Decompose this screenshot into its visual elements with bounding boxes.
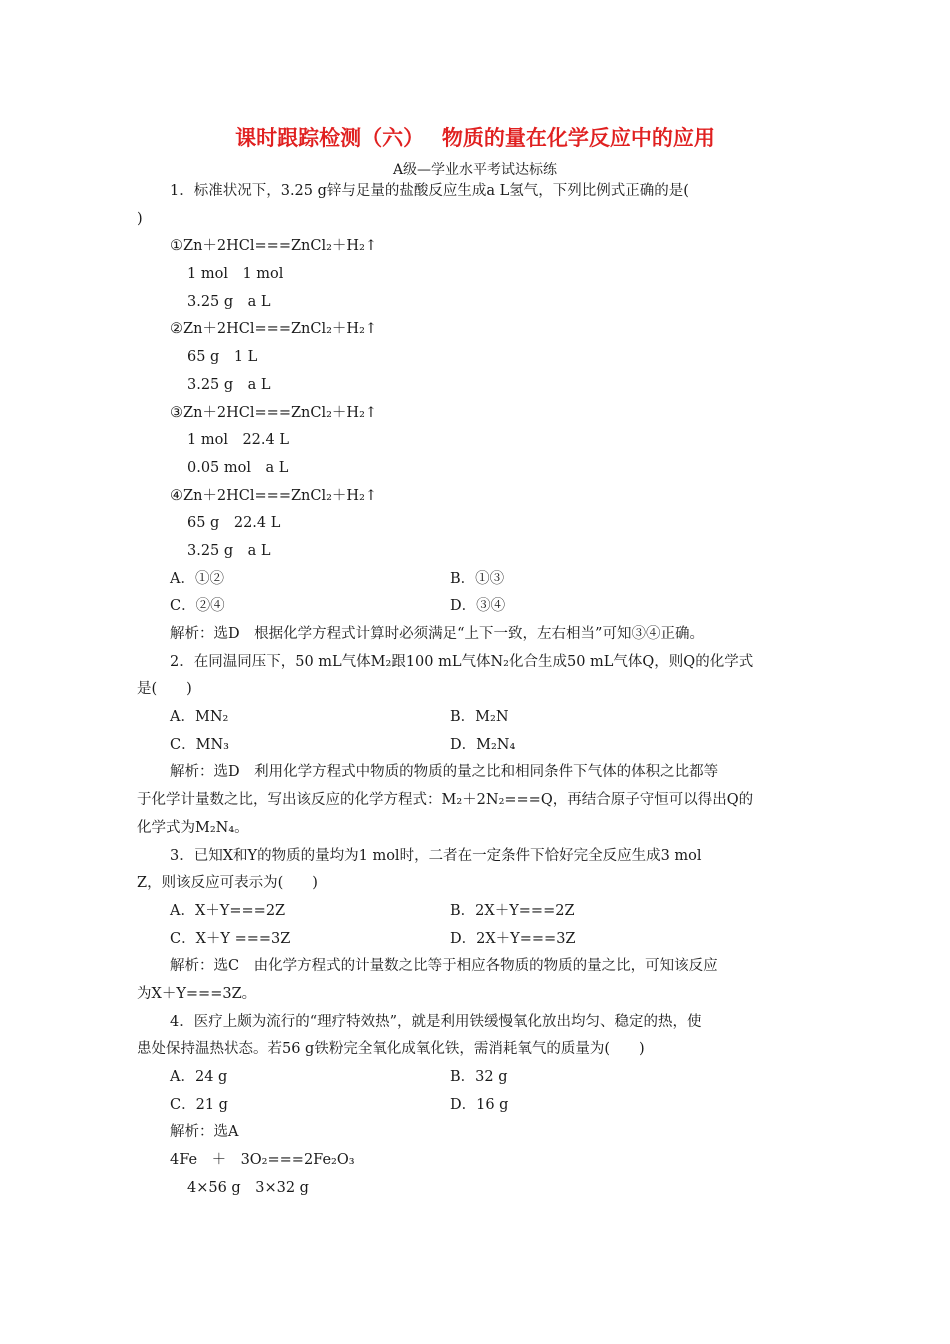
q3-stem: 3．已知X和Y的物质的量均为1 mol时，二者在一定条件下恰好完全反应生成3 mol — [170, 847, 702, 864]
q3-stem-cont: Z，则该反应可表示为( ) — [137, 875, 318, 892]
q3-option-c: C．X＋Y ===3Z — [170, 930, 291, 947]
q2-stem-cont: 是( ) — [137, 681, 192, 698]
q4-option-d: D．16 g — [450, 1096, 509, 1113]
q1-option-b: B．①③ — [450, 570, 505, 587]
q4-analysis: 解析：选A — [170, 1124, 239, 1141]
q2-option-b: B．M₂N — [450, 709, 509, 726]
q1-option-c: C．②④ — [170, 598, 225, 615]
q1-stem-cont: ) — [137, 210, 143, 227]
q3-analysis-cont: 为X＋Y===3Z。 — [137, 985, 257, 1002]
q4-options-row1 — [137, 1064, 817, 1092]
q1-eq4-row1: 65 g 22.4 L — [187, 515, 281, 532]
q2-stem: 2．在同温同压下，50 mL气体M₂跟100 mL气体N₂化合生成50 mL气体Q，则Q的化学式 — [170, 653, 754, 670]
q1-eq4-row2: 3.25 g a L — [187, 542, 271, 559]
section-subtitle: A级—学业水平考试达标练 — [392, 162, 558, 178]
q1-option-a: A．①② — [170, 570, 224, 587]
q1-eq2-row1: 65 g 1 L — [187, 349, 258, 366]
q2-analysis-cont2: 化学式为M₂N₄。 — [137, 819, 249, 836]
q3-options-row2 — [137, 926, 817, 954]
q2-analysis: 解析：选D 利用化学方程式中物质的物质的量之比和相同条件下气体的体积之比都等 — [170, 764, 719, 781]
q1-eq3: ③Zn＋2HCl===ZnCl₂＋H₂↑ — [170, 404, 378, 421]
q3-option-d: D．2X＋Y===3Z — [450, 930, 576, 947]
q2-analysis-cont: 于化学计量数之比，写出该反应的化学方程式：M₂＋2N₂===Q，再结合原子守恒可以得出Q的 — [137, 792, 754, 809]
q4-stem: 4．医疗上颇为流行的“理疗特效热”，就是利用铁缓慢氧化放出均匀、稳定的热，使 — [170, 1013, 702, 1030]
q1-eq3-row2: 0.05 mol a L — [187, 459, 289, 476]
q4-equation-row1: 4×56 g 3×32 g — [187, 1179, 309, 1196]
q3-analysis: 解析：选C 由化学方程式的计量数之比等于相应各物质的物质的量之比，可知该反应 — [170, 958, 718, 975]
q2-options-row2 — [137, 732, 817, 760]
q3-option-b: B．2X＋Y===2Z — [450, 902, 575, 919]
q1-options-row1 — [137, 566, 817, 594]
q1-eq1: ①Zn＋2HCl===ZnCl₂＋H₂↑ — [170, 238, 378, 255]
q1-analysis: 解析：选D 根据化学方程式计算时必须满足“上下一致，左右相当”可知③④正确。 — [170, 626, 704, 642]
q1-eq3-row1: 1 mol 22.4 L — [187, 432, 289, 449]
q4-options-row2 — [137, 1092, 817, 1120]
q3-options-row1 — [137, 898, 817, 926]
q1-eq4: ④Zn＋2HCl===ZnCl₂＋H₂↑ — [170, 487, 378, 504]
q1-eq1-row1: 1 mol 1 mol — [187, 266, 284, 283]
q4-equation: 4Fe ＋ 3O₂===2Fe₂O₃ — [170, 1152, 355, 1169]
q2-option-a: A．MN₂ — [170, 709, 229, 726]
q4-option-b: B．32 g — [450, 1069, 508, 1085]
q1-eq2: ②Zn＋2HCl===ZnCl₂＋H₂↑ — [170, 321, 378, 338]
q1-eq1-row2: 3.25 g a L — [187, 293, 271, 310]
q4-stem-cont: 患处保持温热状态。若56 g铁粉完全氧化成氧化铁，需消耗氧气的质量为( ) — [137, 1041, 645, 1058]
q4-option-c: C．21 g — [170, 1096, 228, 1113]
q4-option-a: A．24 g — [170, 1069, 228, 1085]
q3-option-a: A．X＋Y===2Z — [170, 902, 286, 919]
q1-options-row2 — [137, 593, 817, 621]
page-title: 课时跟踪检测（六） 物质的量在化学反应中的应用 — [235, 126, 715, 150]
q1-eq2-row2: 3.25 g a L — [187, 376, 271, 393]
q2-option-c: C．MN₃ — [170, 736, 229, 753]
q2-options-row1 — [137, 704, 817, 732]
q1-option-d: D．③④ — [450, 598, 506, 615]
q1-stem: 1．标准状况下，3.25 g锌与足量的盐酸反应生成a L氢气，下列比例式正确的是( — [170, 183, 689, 199]
questions — [137, 178, 817, 1202]
q2-option-d: D．M₂N₄ — [450, 736, 516, 753]
